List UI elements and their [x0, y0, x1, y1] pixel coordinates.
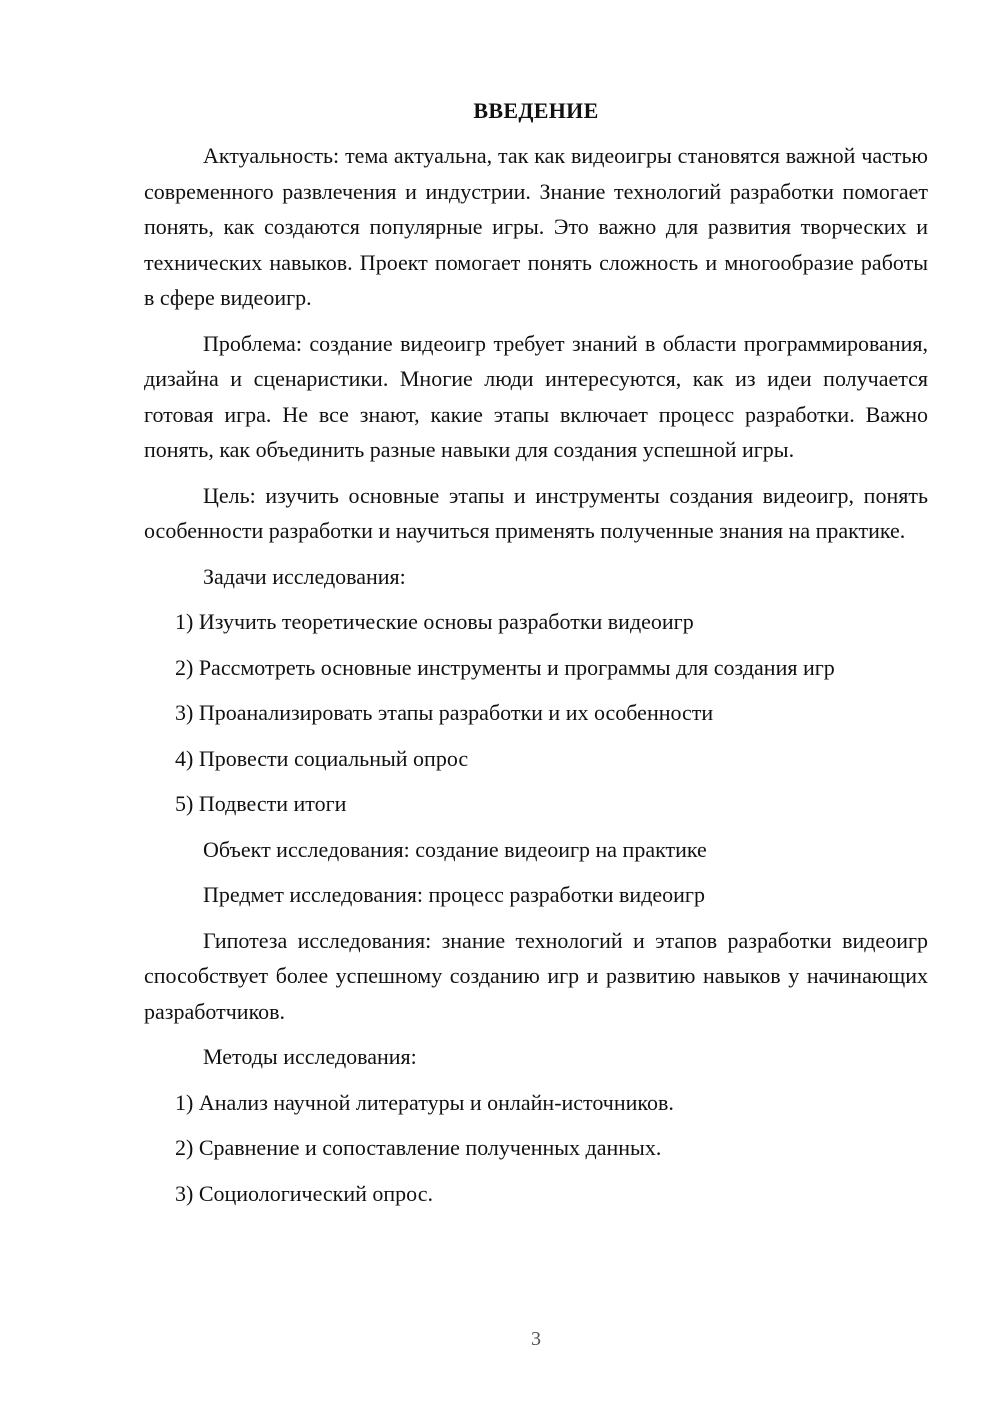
tasks-heading: Задачи исследования: [203, 563, 406, 589]
methods-heading: Методы исследования: [203, 1044, 417, 1069]
task-item: 5) Подвести итоги [175, 791, 347, 816]
hypothesis-paragraph: Гипотеза исследования: знание технологий и этапов разработки видеоигр способствует более успешному созданию игр и развитию навыков у начинающих разработчиков. [144, 927, 928, 1024]
problem-paragraph: Проблема: создание видеоигр требует знаний в области программирования, дизайна и сценаристики. Многие люди интересуются, как из идеи получается готовая игра. Не все знают, какие этапы включает процесс разработки. Важно понять, как объединить разные навыки для создания успешной игры. [144, 330, 928, 462]
research-object: Объект исследования: создание видеоигр на практике [203, 836, 707, 862]
research-subject: Предмет исследования: процесс разработки видеоигр [203, 882, 705, 907]
task-item: 4) Провести социальный опрос [175, 745, 469, 771]
page-content [144, 94, 928, 1221]
task-item: 2) Рассмотреть основные инструменты и программы для создания игр [175, 654, 835, 680]
method-item: 3) Социологический опрос. [175, 1180, 433, 1206]
goal-paragraph: Цель: изучить основные этапы и инструменты создания видеоигр, понять особенности разработки и научиться применять полученные знания на практике. [144, 482, 928, 543]
relevance-paragraph: Актуальность: тема актуальна, так как видеоигры становятся важной частью современного развлечения и индустрии. Знание технологий разработки помогает понять, как создаются популярные игры. Это важно для развития творческих и технических навыков. Проект помогает понять сложность и многообразие работы в сфере видеоигр. [144, 143, 928, 310]
page-number: 3 [531, 1328, 541, 1350]
task-item: 1) Изучить теоретические основы разработки видеоигр [175, 609, 694, 634]
task-item: 3) Проанализировать этапы разработки и их особенности [175, 700, 714, 725]
method-item: 2) Сравнение и сопоставление полученных данных. [175, 1135, 662, 1160]
method-item: 1) Анализ научной литературы и онлайн-источников. [175, 1089, 674, 1115]
section-title: ВВЕДЕНИЕ [473, 98, 599, 123]
